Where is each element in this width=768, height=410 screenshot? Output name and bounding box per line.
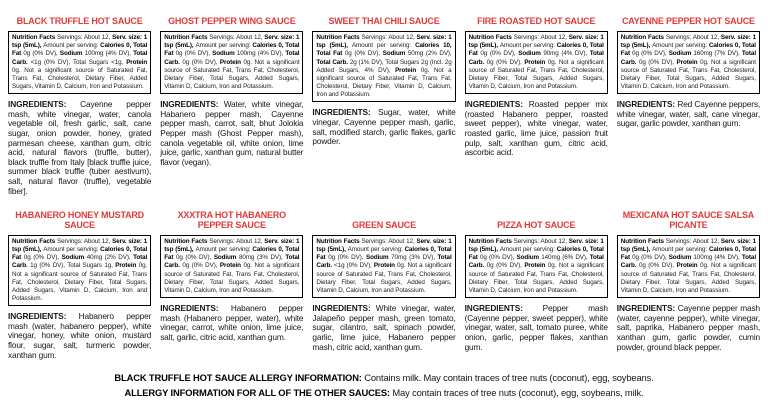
ingredients-list: Pepper mash (Cayenne pepper, sweet pepper), white vinegar, water, salt, tomato puree, white onion, garlic, pepper flakes, xanthan gum.	[464, 303, 608, 352]
allergy-information-footer	[0, 368, 768, 410]
ingredients-paragraph	[312, 304, 455, 352]
product-panel-fire-roasted	[465, 6, 608, 204]
ingredients-list: Red Cayenne peppers, white vinegar, water, salt, cane vinegar, sugar, garlic powder, xanthan gum.	[616, 99, 760, 129]
product-title: GREEN SAUCE	[352, 220, 416, 231]
nutrition-facts-box: Nutrition Facts Servings: About 12, Serv. size: 1 tsp (5mL), Amount per serving: Calories 0, Total Fat 0g (0% DV), Sodium 70mg (3% DV), Total Carb. <1g (0% DV), Protein 0g. Not a significant source of Saturated Fat, Trans Fat, Cholesterol, Dietary Fiber, Total Sugars, Added Sugars, Vitamin D, Calcium, Iron and Potassium.	[312, 235, 455, 298]
nutrition-facts-box: Nutrition Facts Servings: About 12, Serv. size: 1 tsp (5mL), Amount per serving: Calories 0, Total Fat 0g (0% DV), Sodium 100mg (4% DV), Total Carb. 0g (0% DV), Protein 0g. Not a significant source of Saturated Fat, Trans Fat, Cholesterol, Dietary Fiber, Total Sugars, Added Sugars, Vitamin D, Calcium, Iron and Potassium.	[617, 235, 760, 298]
allergy-line2-label: ALLERGY INFORMATION FOR ALL OF THE OTHER SAUCES:	[124, 386, 390, 398]
ingredients-label: INGREDIENTS:	[160, 99, 219, 110]
product-panel-ghost-pepper	[160, 6, 303, 204]
ingredients-label: INGREDIENTS:	[160, 303, 219, 314]
ingredients-list: Sugar, water, white vinegar, Cayenne pepper mash, garlic, salt, modified starch, garlic flakes, garlic powder.	[312, 107, 456, 147]
nutrition-facts-box: Nutrition Facts Servings: About 12, Serv. size: 1 tsp (5mL), Amount per serving: Calories 0, Total Fat 0g (0% DV), Sodium 100mg (4% DV), Total Carb. 0g (0% DV), Protein 0g. Not a significant source of Saturated Fat, Trans Fat, Cholesterol, Dietary Fiber, Total Sugars, Added Sugars, Vitamin D, Calcium, Iron and Potassium.	[160, 31, 303, 94]
ingredients-paragraph	[465, 304, 608, 352]
ingredients-label: INGREDIENTS:	[8, 99, 67, 110]
nutrition-facts-box: Nutrition Facts Servings: About 12, Serv. size: 1 tsp (5mL), Amount per serving: Calories 0, Total Fat 0g (0% DV), Sodium 100mg (4% DV), Total Carb. <1g (0% DV), Total Sugars <1g, Protein 0g. Not a significant source of Saturated Fat, Trans Fat, Cholesterol, Dietary Fiber, Added Sugars, Vitamin D, Calcium, Iron and Potassium.	[8, 31, 151, 94]
ingredients-paragraph	[8, 100, 151, 196]
product-title: HABANERO HONEY MUSTARD SAUCE	[15, 210, 144, 231]
ingredients-list: Water, white vinegar, Habanero pepper mash, Cayenne pepper mash, carrot, salt, bhut Jolokia Pepper mash (Ghost Pepper mash), canola vegetable oil, white onion, lime juice, garlic, xanthan gum, natural butter flavor (vegan).	[160, 99, 304, 167]
ingredients-label: INGREDIENTS:	[616, 99, 676, 110]
product-title: BLACK TRUFFLE HOT SAUCE	[16, 16, 143, 27]
nutrition-facts-box: Nutrition Facts Servings: About 12, Serv. size: 1 tsp (5mL), Amount per serving: Calories 0, Total Fat 0g (0% DV), Sodium 160mg (7% DV), Total Carb. 0g (0% DV), Protein 0g. Not a significant source of Saturated Fat, Trans Fat, Cholesterol, Dietary Fiber, Total Sugars, Added Sugars, Vitamin D, Calcium, Iron and Potassium.	[617, 31, 760, 94]
product-panel-green-sauce	[312, 210, 455, 368]
ingredients-label: INGREDIENTS:	[8, 311, 67, 322]
product-panel-black-truffle	[8, 6, 151, 204]
ingredients-label: INGREDIENTS:	[616, 303, 676, 314]
allergy-line1-label: BLACK TRUFFLE HOT SAUCE ALLERGY INFORMATION:	[114, 371, 362, 383]
ingredients-paragraph	[465, 100, 608, 158]
allergy-line2-text: May contain traces of tree nuts (coconut), egg, soybeans, milk.	[389, 386, 644, 398]
nutrition-facts-box: Nutrition Facts Servings: About 12, Serv. size: 1 tsp (5mL), Amount per serving: Calories 0, Total Fat 0g (0% DV), Sodium 80mg (3% DV), Total Carb. 0g (0% DV), Protein 0g. Not a significant source of Saturated Fat, Trans Fat, Cholesterol, Dietary Fiber, Total Sugars, Added Sugars, Vitamin D, Calcium, Iron and Potassium.	[160, 235, 303, 298]
ingredients-list: Roasted pepper mix (roasted Habanero pepper, roasted sweet pepper), white vinegar, water, roasted garlic, lime juice, passion fruit pulp, salt, xanthan gum, citric acid, ascorbic acid.	[464, 99, 608, 158]
product-title: XXXTRA HOT HABANERO PEPPER SAUCE	[177, 210, 286, 231]
ingredients-label: INGREDIENTS:	[464, 99, 523, 110]
ingredients-paragraph	[160, 304, 303, 342]
product-panel-cayenne-pepper	[617, 6, 760, 204]
product-title: PIZZA HOT SAUCE	[497, 220, 576, 231]
product-title: MEXICANA HOT SAUCE SALSA PICANTE	[622, 210, 755, 231]
ingredients-list: Cayenne pepper mash (water, cayenne pepper), white vinegar, salt, paprika, Habanero pepper mash, xanthan gum, garlic powder, cumin powder, ground black pepper.	[616, 303, 760, 352]
ingredients-list: Habanero pepper mash (water, habanero pepper), white vinegar, honey, white onion, mustard flour, sugar, salt, turmeric powder, xanthan gum.	[8, 311, 152, 360]
ingredients-paragraph	[312, 108, 455, 146]
ingredients-paragraph	[617, 100, 760, 129]
nutrition-facts-box: Nutrition Facts Servings: About 12, Serv. size: 1 tsp (5mL), Amount per serving: Calories 0, Total Fat 0g (0% DV), Sodium 90mg (4% DV), Total Carb. 0g (0% DV), Protein 0g. Not a significant source of Saturated Fat, Trans Fat, Cholesterol, Dietary Fiber, Total Sugars, Added Sugars, Vitamin D, Calcium, Iron and Potassium.	[465, 31, 608, 94]
product-panel-sweet-thai-chili	[312, 6, 455, 204]
allergy-line-black-truffle	[0, 370, 768, 385]
allergy-line1-text: Contains milk. May contain traces of tree nuts (coconut), egg, soybeans.	[361, 371, 654, 383]
ingredients-list: White vinegar, water, Jalapeño pepper mash, green tomato, sugar, cilantro, salt, spinach powder, garlic, lime juice, Habanero pepper mash, citric acid, xanthan gum.	[312, 303, 456, 352]
ingredients-label: INGREDIENTS:	[312, 303, 371, 314]
product-title: FIRE ROASTED HOT SAUCE	[477, 16, 596, 27]
product-panel-xxxtra-hot-habanero	[160, 210, 303, 368]
nutrition-facts-box: Nutrition Facts Servings: About 12, Serv. size: 1 tsp (5mL), Amount per serving: Calories 0, Total Fat 0g (0% DV), Sodium 140mg (6% DV), Total Carb. 0g (0% DV), Protein 0g. Not a significant source of Saturated Fat, Trans Fat, Cholesterol, Dietary Fiber, Total Sugars, Added Sugars, Vitamin D, Calcium, Iron and Potassium.	[465, 235, 608, 298]
nutrition-facts-box: Nutrition Facts Servings: About 12, Serv. size: 1 tsp (5mL), Amount per serving: Calories 10, Total Fat 0g (0% DV), Sodium 50mg (2% DV), Total Carb. 2g (1% DV), Total Sugars 2g (Incl. 2g Added Sugars, 4% DV), Protein 0g. Not a significant source of Saturated Fat, Trans Fat, Cholesterol, Dietary Fiber, Vitamin D, Calcium, Iron and Potassium.	[312, 31, 455, 102]
ingredients-list: Habanero pepper mash (Habanero pepper, water), white vinegar, carrot, white onion, lime juice, salt, garlic, citric acid, xanthan gum.	[160, 303, 304, 342]
product-panel-habanero-honey-mustard	[8, 210, 151, 368]
product-panel-mexicana	[617, 210, 760, 368]
ingredients-list: Cayenne pepper mash, white vinegar, water, canola vegetable oil, fresh garlic, salt, cane sugar, onion powder, honey, grated parmesan cheese, xanthan gum, citric acid, natural flavors (truffle, butter), black truffle from Italy [black truffle juice, summer black truffle (tuber aestivum), salt, natural flavor (truffle), vegetable fiber].	[8, 99, 152, 196]
ingredients-label: INGREDIENTS:	[312, 107, 371, 118]
ingredients-paragraph	[8, 312, 151, 360]
nutrition-facts-box: Nutrition Facts Servings: About 12, Serv. size: 1 tsp (5mL), Amount per serving: Calories 0, Total Fat 0g (0% DV), Sodium 40mg (2% DV), Total Carb. 1g (0% DV), Total Sugars 1g, Protein 0g. Not a significant source of Saturated Fat, Trans Fat, Cholesterol, Dietary Fiber, Total Sugars, Added Sugars, Vitamin D, Calcium, Iron and Potassium.	[8, 235, 151, 306]
product-title: GHOST PEPPER WING SAUCE	[168, 16, 296, 27]
ingredients-label: INGREDIENTS:	[464, 303, 523, 314]
product-panel-pizza-hot-sauce	[465, 210, 608, 368]
ingredients-paragraph	[617, 304, 760, 352]
ingredients-paragraph	[160, 100, 303, 167]
allergy-line-other-sauces	[0, 385, 768, 400]
product-title: CAYENNE PEPPER HOT SAUCE	[621, 16, 755, 27]
product-title: SWEET THAI CHILI SAUCE	[328, 16, 440, 27]
